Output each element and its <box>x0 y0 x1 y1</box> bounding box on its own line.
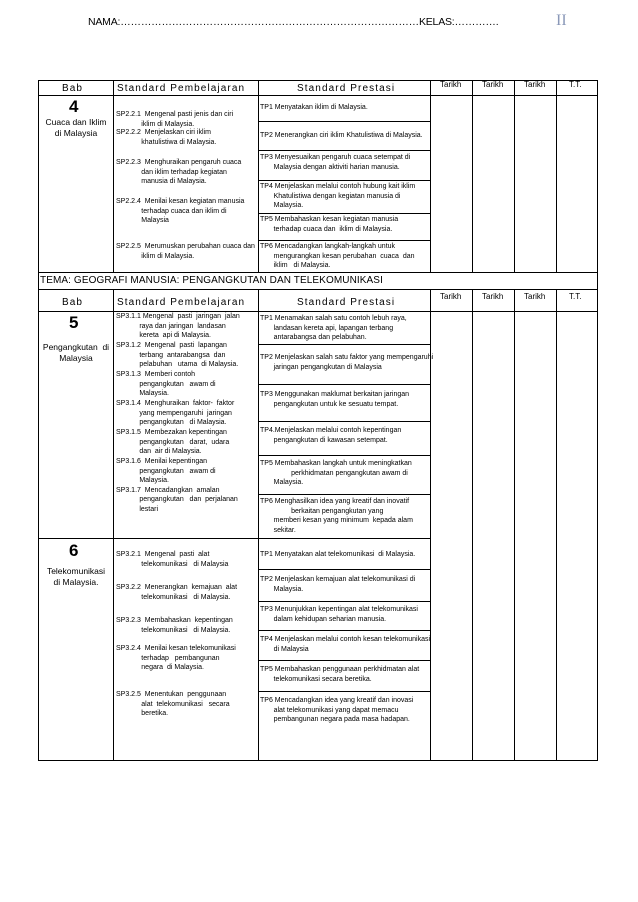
sp-item: SP3.2.1 Mengenal pasti alat telekomunikasi di Malaysia <box>116 551 229 568</box>
table2-col4 <box>472 289 473 761</box>
col-header-standard-pembelajaran: Standard Pembelajaran <box>117 83 246 94</box>
row-line <box>258 455 430 456</box>
theme-title: TEMA: GEOGRAFI MANUSIA: PENGANGKUTAN DAN TELEKOMUNIKASI <box>40 275 383 286</box>
table1-border-bottom <box>38 272 598 273</box>
row-line <box>258 344 430 345</box>
col-header-bab-2: Bab <box>62 297 84 308</box>
tp-item: TP4 Menjelaskan melalui contoh hubung kait iklim Khatulistiwa dengan kegiatan manusia di Malaysia. <box>260 183 416 210</box>
sp-item: SP2.2.2 Menjelaskan ciri iklim khatulistiwa di Malaysia. <box>116 129 217 146</box>
row-line <box>258 601 430 602</box>
row-line <box>258 630 430 631</box>
sp-item: SP3.2.2 Menerangkan kemajuan alat telekomunikasi di Malaysia. <box>116 584 238 601</box>
row-line <box>258 150 430 151</box>
table2-border-bottom <box>38 760 598 761</box>
col-header-tarikh-2-2: Tarikh <box>482 292 504 301</box>
chapter-title-cuaca: Cuaca dan Iklim di Malaysia <box>45 117 107 138</box>
table-border-right <box>597 80 598 761</box>
table-border-left <box>38 80 39 761</box>
tp-item: TP2 Menjelaskan salah satu faktor yang mempengaruhi jaringan pengangkutan di Malaysia <box>260 354 434 371</box>
row-line <box>258 569 430 570</box>
row-line <box>258 421 430 422</box>
tp-item: TP2 Menerangkan ciri iklim Khatulistiwa di Malaysia. <box>260 132 423 139</box>
col-header-tarikh-2-1: Tarikh <box>440 292 462 301</box>
chapter-number-6: 6 <box>69 541 79 560</box>
tp-item: TP6 Mencadangkan langkah-langkah untuk mengurangkan kesan perubahan cuaca dan iklim di Malaysia. <box>260 243 415 270</box>
table1-col1 <box>113 80 114 272</box>
name-class-header: NAMA:……………………………………………………………………………KELAS:…………. <box>88 16 499 28</box>
sp-item: SP2.2.3 Menghuraikan pengaruh cuaca dan iklim terhadap kegiatan manusia di Malaysia. <box>116 159 242 186</box>
chapter-title-telekomunikasi: Telekomunikasi di Malaysia. <box>46 566 106 587</box>
table1-col3 <box>430 80 431 272</box>
row-line <box>258 121 430 122</box>
col-header-tt: T.T. <box>569 80 582 89</box>
tp-item: TP6 Menghasilkan idea yang kreatif dan inovatif berkaitan pengangkutan yang memberi kesan yang minimum kepada alam sekitar. <box>260 498 413 534</box>
tp-item: TP1 Menamakan salah satu contoh lebuh raya, landasan kereta api, lapangan terbang antarabangsa dan pelabuhan. <box>260 315 407 342</box>
col-header-tarikh-1: Tarikh <box>440 80 462 89</box>
col-header-bab: Bab <box>62 83 84 94</box>
chapter-number-5: 5 <box>69 313 79 332</box>
table1-col4 <box>472 80 473 272</box>
sp-item: SP3.2.3 Membahaskan kepentingan telekomunikasi di Malaysia. <box>116 617 233 634</box>
tp-item: TP3 Menyesuaikan pengaruh cuaca setempat di Malaysia dengan aktiviti harian manusia. <box>260 154 411 171</box>
table2-col5 <box>514 289 515 761</box>
chapter-number-4: 4 <box>69 97 79 116</box>
row-line <box>258 660 430 661</box>
tp-item: TP3 Menggunakan maklumat berkaitan jaringan pengangkutan untuk ke sesuatu tempat. <box>260 391 410 408</box>
tp-item: TP5 Membahaskan kesan kegiatan manusia terhadap cuaca dan iklim di Malaysia. <box>260 216 399 233</box>
row-line <box>258 213 430 214</box>
row-line <box>258 240 430 241</box>
col-header-tt-2: T.T. <box>569 292 582 301</box>
chapter-title-pengangkutan: Pengangkutan di Malaysia <box>42 342 110 363</box>
col-header-standard-prestasi: Standard Prestasi <box>297 83 396 94</box>
table2-col6 <box>556 289 557 761</box>
tp-item: TP1 Menyatakan iklim di Malaysia. <box>260 104 368 111</box>
tp-item: TP5 Membahaskan penggunaan perkhidmatan alat telekomunikasi secara beretika. <box>260 666 420 683</box>
tp-item: TP5 Membahaskan langkah untuk meningkatkan perkhidmatan pengangkutan awam di Malaysia. <box>260 460 412 487</box>
tp-item: TP1 Menyatakan alat telekomunikasi di Malaysia. <box>260 551 416 558</box>
page-roman-numeral: II <box>556 12 567 29</box>
tp-item: TP4.Menjelaskan melalui contoh kepentingan pengangkutan di kawasan setempat. <box>260 427 402 444</box>
tp-item: TP4 Menjelaskan melalui contoh kesan telekomunikasi di Malaysia <box>260 636 431 653</box>
table1-col6 <box>556 80 557 272</box>
row-line <box>258 180 430 181</box>
col-header-tarikh-3: Tarikh <box>524 80 546 89</box>
col-header-standard-pembelajaran-2: Standard Pembelajaran <box>117 297 246 308</box>
col-header-tarikh-2-3: Tarikh <box>524 292 546 301</box>
section-divider <box>38 538 430 539</box>
sp-item: SP2.2.4 Menilai kesan kegiatan manusia terhadap cuaca dan iklim di Malaysia <box>116 198 245 225</box>
col-header-standard-prestasi-2: Standard Prestasi <box>297 297 396 308</box>
tp-item: TP3 Menunjukkan kepentingan alat telekomunikasi dalam kehidupan seharian manusia. <box>260 606 418 623</box>
sp-list: SP3.1.1 Mengenal pasti jaringan jalan raya dan jaringan landasan kereta api di Malaysia. SP3.1.2 Mengenal pasti lapangan terbang antarabangsa dan pelabuhan utama di Malaysia. SP3.1.3 Memberi contoh pengangkutan awam di Malaysia. SP3.1.4 Menghuraikan faktor- faktor yang mempengaruhi jaringan pengangkutan di Malaysia. SP3.1.5 Membezakan kepentingan pengangkutan darat, udara dan air di Malaysia. SP3.1.6 Menilai kepentingan pengangkutan awam di Malaysia. SP3.1.7 Mencadangkan amalan pengangkutan dan perjalanan lestari <box>116 313 240 514</box>
sp-item: SP2.2.5 Merumuskan perubahan cuaca dan iklim di Malaysia. <box>116 243 255 260</box>
row-line <box>258 494 430 495</box>
table2-col1 <box>113 289 114 761</box>
sp-item: SP2.2.1 Mengenal pasti jenis dan ciri iklim di Malaysia. <box>116 111 234 128</box>
tp-item: TP2 Menjelaskan kemajuan alat telekomunikasi di Malaysia. <box>260 576 416 593</box>
tp-item: TP6 Mencadangkan idea yang kreatif dan inovasi alat telekomunikasi yang dapat memacu pembangunan negara pada masa hadapan. <box>260 697 414 724</box>
table1-col2 <box>258 80 259 272</box>
sp-item: SP3.2.5 Menentukan penggunaan alat telekomunikasi secara beretika. <box>116 691 230 718</box>
table1-col5 <box>514 80 515 272</box>
row-line <box>258 691 430 692</box>
col-header-tarikh-2: Tarikh <box>482 80 504 89</box>
row-line <box>258 384 430 385</box>
sp-item: SP3.2.4 Menilai kesan telekomunikasi terhadap pembangunan negara di Malaysia. <box>116 645 236 672</box>
